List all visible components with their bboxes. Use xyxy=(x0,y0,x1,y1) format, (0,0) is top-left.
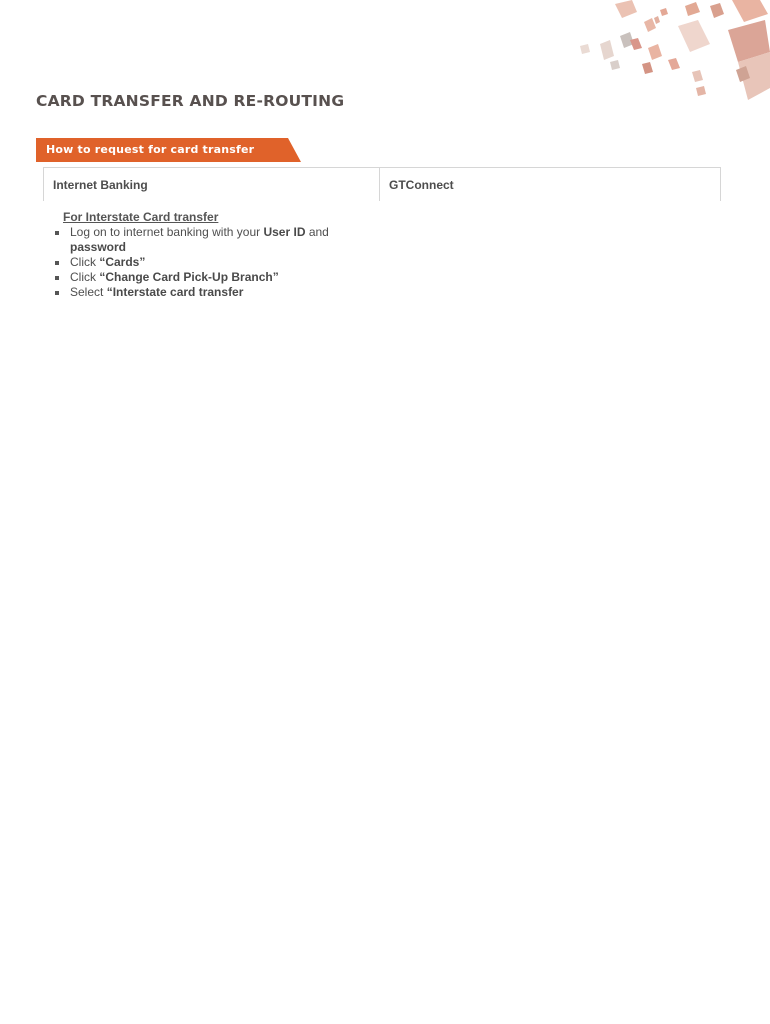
step-item xyxy=(52,225,362,255)
channel-table xyxy=(43,167,721,201)
step-bold-text: User ID xyxy=(263,225,306,239)
step-text: Click xyxy=(70,255,100,269)
step-item xyxy=(52,285,362,300)
square-bullet-icon xyxy=(55,231,59,235)
square-bullet-icon xyxy=(55,276,59,280)
steps-list xyxy=(52,225,362,300)
cube-shape xyxy=(580,0,770,100)
step-bold-text: “Cards” xyxy=(99,255,146,269)
step-bold-text: password xyxy=(70,240,127,254)
step-bold-text: “Change Card Pick-Up Branch” xyxy=(99,270,279,284)
step-text: Log on to internet banking with your xyxy=(70,225,264,239)
banner-label: How to request for card transfer xyxy=(46,143,255,156)
square-bullet-icon xyxy=(55,261,59,265)
square-bullet-icon xyxy=(55,291,59,295)
step-item xyxy=(52,270,362,285)
section-banner xyxy=(36,138,301,162)
column-header-internet-banking: Internet Banking xyxy=(44,168,380,202)
step-text: and xyxy=(305,225,329,239)
decorative-cubes-graphic xyxy=(560,0,770,120)
step-text: Click xyxy=(70,270,100,284)
step-item xyxy=(52,255,362,270)
interstate-transfer-heading: For Interstate Card transfer xyxy=(63,210,219,224)
page-title: CARD TRANSFER AND RE-ROUTING xyxy=(36,92,345,110)
table-header-row xyxy=(44,168,721,202)
step-bold-text: “Interstate card transfer xyxy=(106,285,244,299)
column-header-gtconnect: GTConnect xyxy=(380,168,721,202)
internet-banking-instructions xyxy=(52,210,362,300)
step-text: Select xyxy=(70,285,107,299)
